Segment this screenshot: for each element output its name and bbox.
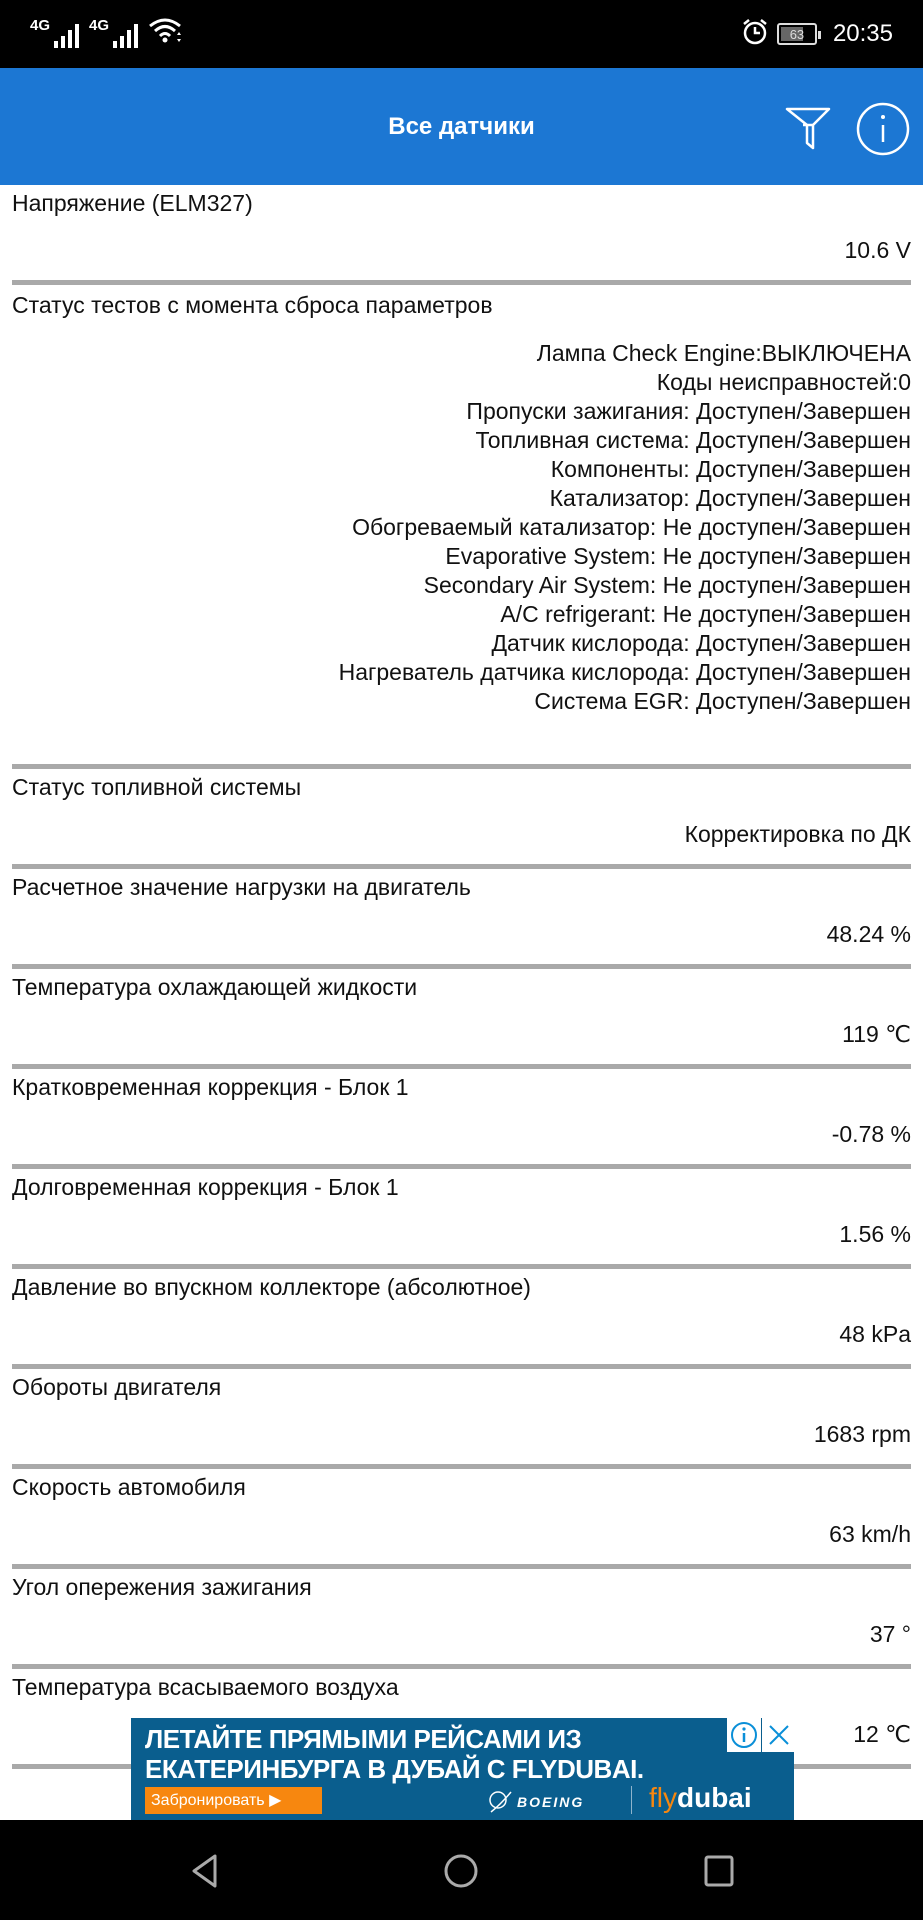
boeing-logo-icon <box>487 1788 513 1816</box>
sensor-value: 48.24 % <box>826 921 911 947</box>
sensor-list[interactable] <box>0 185 923 1769</box>
status-line: Secondary Air System: Не доступен/Завершен <box>423 572 911 598</box>
battery-icon <box>777 23 817 45</box>
status-right <box>741 16 893 52</box>
ad-headline-2: ЕКАТЕРИНБУРГА В ДУБАЙ С FLYDUBAI. <box>145 1754 644 1784</box>
info-icon <box>730 1721 758 1749</box>
alarm-icon <box>741 18 769 51</box>
sensor-label: Расчетное значение нагрузки на двигатель <box>12 874 471 900</box>
sensor-value: 63 km/h <box>829 1521 911 1547</box>
status-line: Коды неисправностей:0 <box>656 369 911 395</box>
sensor-label: Статус топливной системы <box>12 774 302 800</box>
sensor-value: 1.56 % <box>839 1221 911 1247</box>
sensor-label: Напряжение (ELM327) <box>12 190 253 216</box>
sensor-value: 12 ℃ <box>853 1721 911 1747</box>
network-type-2: 4G <box>89 17 110 34</box>
sensor-value: 48 kPa <box>839 1321 911 1347</box>
sensor-item-engine-rpm[interactable] <box>0 1369 923 1469</box>
back-icon <box>189 1853 221 1889</box>
status-line: Нагреватель датчика кислорода: Доступен/Завершен <box>338 659 911 685</box>
ad-brand-logo: flydubai <box>649 1782 752 1813</box>
navigation-bar <box>0 1820 923 1920</box>
sensor-item-fuel-status[interactable] <box>0 769 923 869</box>
sensor-item-map-pressure[interactable] <box>0 1269 923 1369</box>
status-line: A/C refrigerant: Не доступен/Завершен <box>500 601 911 627</box>
network-type-1: 4G <box>30 17 51 34</box>
status-line: Компоненты: Доступен/Завершен <box>550 456 911 482</box>
sensor-value: 37 ° <box>869 1621 911 1647</box>
ad-separator <box>631 1786 632 1814</box>
sensor-item-vehicle-speed[interactable] <box>0 1469 923 1569</box>
ad-close-button[interactable] <box>762 1718 794 1752</box>
clock: 20:35 <box>832 20 893 47</box>
test-status-lines <box>12 339 911 716</box>
sensor-label: Давление во впускном коллекторе (абсолютное) <box>12 1274 531 1300</box>
info-button[interactable] <box>855 101 911 157</box>
filter-icon <box>783 104 833 154</box>
sensor-value: 10.6 V <box>844 237 911 263</box>
recents-button[interactable] <box>694 1846 744 1896</box>
ad-info-button[interactable] <box>727 1718 761 1752</box>
sensor-label: Статус тестов с момента сброса параметров <box>12 292 493 318</box>
status-line: Пропуски зажигания: Доступен/Завершен <box>466 398 911 424</box>
home-button[interactable] <box>436 1846 486 1896</box>
back-button[interactable] <box>180 1846 230 1896</box>
sensor-item-long-term-trim[interactable] <box>0 1169 923 1269</box>
recents-icon <box>702 1854 736 1888</box>
home-icon <box>442 1852 480 1890</box>
status-line: Лампа Check Engine:ВЫКЛЮЧЕНА <box>536 340 911 366</box>
ad-book-button[interactable]: Забронировать ▶ <box>145 1787 322 1814</box>
status-line: Топливная система: Доступен/Завершен <box>475 427 911 453</box>
sensor-item-coolant-temp[interactable] <box>0 969 923 1069</box>
sensor-label: Кратковременная коррекция - Блок 1 <box>12 1074 409 1100</box>
ad-headline-1: ЛЕТАЙТЕ ПРЯМЫМИ РЕЙСАМИ ИЗ <box>145 1724 582 1754</box>
sensor-value: 119 ℃ <box>842 1021 911 1047</box>
signal-icon <box>54 24 79 48</box>
sensor-item-test-status[interactable] <box>0 285 923 769</box>
sensor-item-voltage[interactable] <box>0 185 923 285</box>
info-icon <box>855 101 911 157</box>
status-left <box>30 16 182 48</box>
ad-partner-name: BOEING <box>517 1794 585 1810</box>
ad-partner-logo <box>487 1788 584 1816</box>
status-line: Evaporative System: Не доступен/Завершен <box>445 543 911 569</box>
sensor-label: Долговременная коррекция - Блок 1 <box>12 1174 399 1200</box>
sensor-label: Угол опережения зажигания <box>12 1574 312 1600</box>
sensor-label: Температура охлаждающей жидкости <box>12 974 418 1000</box>
sensor-label: Обороты двигателя <box>12 1374 222 1400</box>
sensor-value: Корректировка по ДК <box>684 821 911 847</box>
close-icon <box>767 1723 791 1747</box>
status-line: Датчик кислорода: Доступен/Завершен <box>491 630 911 656</box>
status-line: Катализатор: Доступен/Завершен <box>549 485 911 511</box>
status-line: Система EGR: Доступен/Завершен <box>534 688 911 714</box>
sensor-value: 1683 rpm <box>813 1421 911 1447</box>
status-bar <box>0 0 923 68</box>
sensor-label: Температура всасываемого воздуха <box>12 1674 399 1700</box>
battery-level: 63 <box>789 26 805 42</box>
sensor-label: Скорость автомобиля <box>12 1474 246 1500</box>
sensor-item-engine-load[interactable] <box>0 869 923 969</box>
status-line: Обогреваемый катализатор: Не доступен/Завершен <box>352 514 911 540</box>
page-title: Все датчики <box>388 113 535 140</box>
filter-button[interactable] <box>780 101 836 157</box>
sensor-item-short-term-trim[interactable] <box>0 1069 923 1169</box>
sensor-value: -0.78 % <box>831 1121 911 1147</box>
app-bar <box>0 68 923 185</box>
ad-banner[interactable] <box>131 1718 794 1820</box>
signal-icon <box>113 24 138 48</box>
wifi-icon <box>148 16 182 49</box>
sensor-item-timing-advance[interactable] <box>0 1569 923 1669</box>
